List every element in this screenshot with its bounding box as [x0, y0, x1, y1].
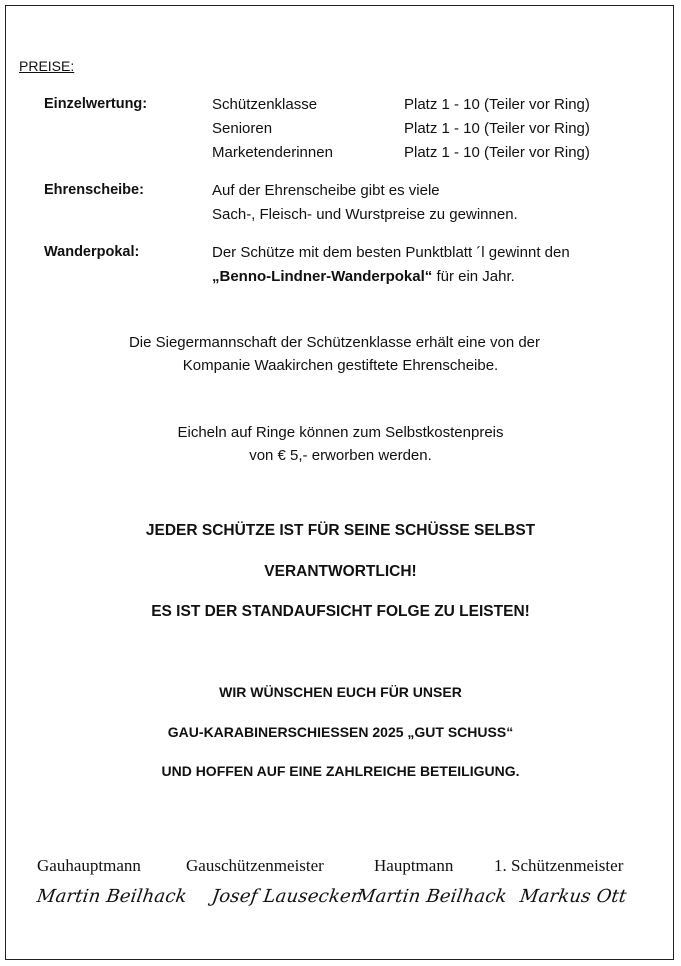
wish-line2: GAU-KARABINERSCHIESSEN 2025 „GUT SCHUSS“	[167, 724, 514, 740]
signature-name-2: Josef Lausecker	[210, 886, 362, 907]
place-senioren: Platz 1 - 10 (Teiler vor Ring)	[404, 120, 590, 137]
warning-line1: JEDER SCHÜTZE IST FÜR SEINE SCHÜSSE SELBST	[145, 522, 536, 539]
class-senioren: Senioren	[212, 120, 273, 137]
place-marketenderinnen: Platz 1 - 10 (Teiler vor Ring)	[404, 144, 590, 161]
class-schuetzenklasse: Schützenklasse	[212, 96, 318, 113]
signature-name-4: Markus Ott	[518, 886, 628, 907]
warning-line3: ES IST DER STANDAUFSICHT FOLGE ZU LEISTEN!	[151, 603, 530, 620]
acorn-note-line2: von € 5,- erworben werden.	[249, 447, 432, 464]
ehrenscheibe-line1: Auf der Ehrenscheibe gibt es viele	[212, 182, 440, 199]
team-note-line1: Die Siegermannschaft der Schützenklasse erhält eine von der	[128, 334, 541, 351]
wanderpokal-line2	[212, 268, 515, 285]
prizes-heading: PREISE:	[19, 58, 75, 74]
signature-title-1: Gauhauptmann	[37, 856, 141, 875]
wish-line1: WIR WÜNSCHEN EUCH FÜR UNSER	[219, 684, 462, 700]
signature-title-2: Gauschützenmeister	[186, 856, 324, 875]
class-marketenderinnen: Marketenderinnen	[212, 144, 333, 161]
ehrenscheibe-line2: Sach-, Fleisch- und Wurstpreise zu gewinnen.	[212, 206, 518, 223]
team-note-line2: Kompanie Waakirchen gestiftete Ehrenscheibe.	[182, 357, 499, 374]
wanderpokal-line1: Der Schütze mit dem besten Punktblatt ´l gewinnt den	[212, 244, 570, 261]
signature-title-4: 1. Schützenmeister	[494, 856, 624, 875]
warning-line2: VERANTWORTLICH!	[264, 563, 417, 580]
einzelwertung-label: Einzelwertung:	[44, 96, 148, 112]
signature-title-3: Hauptmann	[374, 856, 454, 875]
ehrenscheibe-label: Ehrenscheibe:	[44, 182, 144, 198]
wanderpokal-label: Wanderpokal:	[44, 244, 140, 260]
signature-name-3: Martin Beilhack	[355, 886, 509, 907]
wanderpokal-name: „Benno-Lindner-Wanderpokal“	[212, 268, 433, 285]
wanderpokal-rest: für ein Jahr.	[432, 268, 515, 285]
acorn-note	[0, 421, 681, 467]
place-schuetzenklasse: Platz 1 - 10 (Teiler vor Ring)	[404, 96, 590, 113]
team-note	[0, 331, 681, 377]
acorn-note-line1: Eicheln auf Ringe können zum Selbstkostenpreis	[177, 424, 504, 441]
wish-line3: UND HOFFEN AUF EINE ZAHLREICHE BETEILIGUNG.	[161, 763, 520, 779]
signature-name-1: Martin Beilhack	[35, 886, 189, 907]
